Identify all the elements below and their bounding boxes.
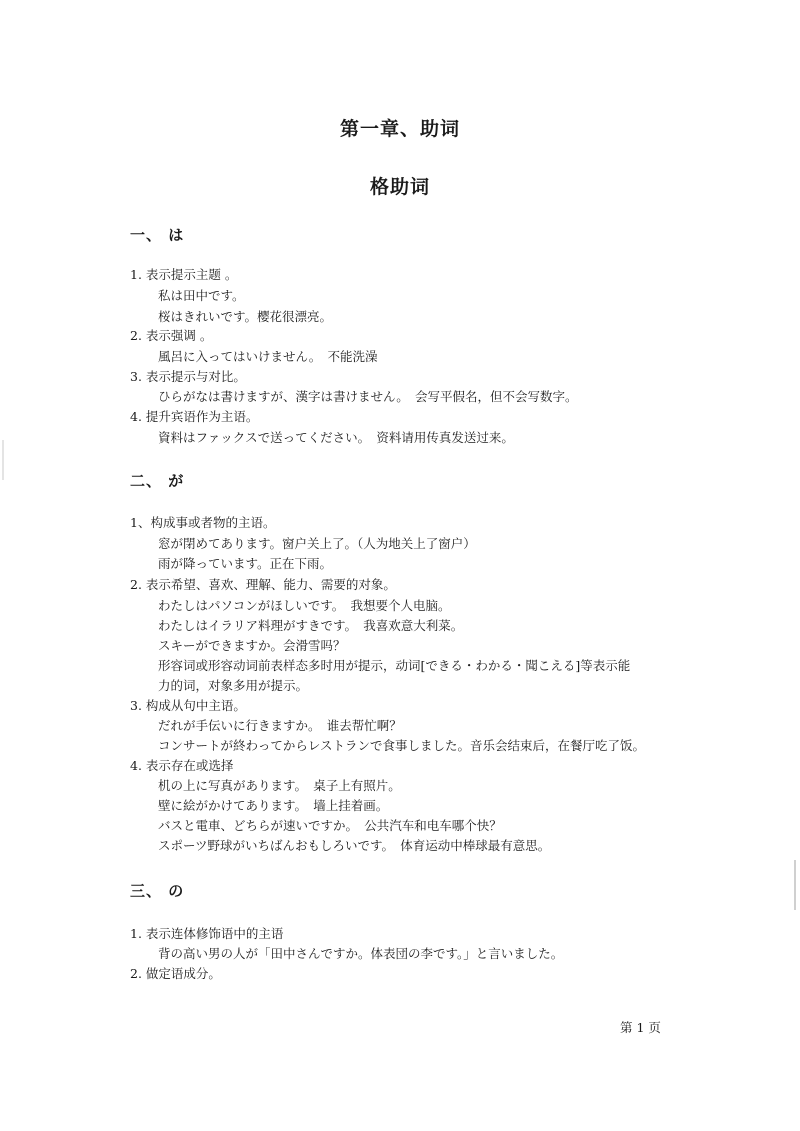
example-line: ひらがなは書けますが、漢字は書けません。 会写平假名，但不会写数字。 [158, 389, 578, 404]
example-line: わたしはパソコンがほしいです。 我想要个人电脑。 [158, 598, 451, 613]
example-line: 形容词或形容动词前表样态多时用が提示，动词[できる・わかる・聞こえる]等表示能 [158, 658, 631, 673]
example-line: 雨が降っています。正在下雨。 [158, 556, 333, 571]
scan-edge-mark [794, 860, 796, 910]
example-line: バスと電車、どちらが速いですか。 公共汽车和电车哪个快？ [158, 818, 502, 833]
section-title: 格助词 [369, 176, 430, 198]
list-item: 4. 提升宾语作为主语。 [130, 409, 259, 424]
example-line: スキーができますか。会滑雪吗？ [158, 638, 346, 653]
list-item: 2. 表示强调 。 [130, 328, 213, 343]
example-line: 窓が閉めてあります。窗户关上了。（人为地关上了窗户） [158, 536, 476, 551]
example-line: 力的词，对象多用が提示。 [158, 678, 309, 693]
section-heading-wa: 一、 は [130, 226, 185, 244]
list-item: 2. 做定语成分。 [130, 966, 221, 981]
example-line: 背の高い男の人が「田中さんですか。体表団の李です。」と言いました。 [158, 946, 564, 961]
example-line: 私は田中です。 [158, 288, 245, 303]
example-line: 壁に絵がかけてあります。 墙上挂着画。 [158, 798, 389, 813]
scan-edge-mark [2, 440, 4, 480]
list-item: 3. 表示提示与对比。 [130, 369, 246, 384]
list-item: 1、构成事或者物的主语。 [130, 515, 276, 530]
list-item: 4. 表示存在或选择 [130, 758, 234, 773]
chapter-title: 第一章、助词 [339, 118, 460, 140]
list-item: 1. 表示连体修饰语中的主语 [130, 926, 284, 941]
example-line: スポーツ野球がいちばんおもしろいです。 体育运动中棒球最有意思。 [158, 838, 551, 853]
list-item: 3. 构成从句中主语。 [130, 698, 246, 713]
example-line: 資料はファックスで送ってください。 资料请用传真发送过来。 [158, 430, 514, 445]
example-line: 風呂に入ってはいけません。 不能洗澡 [158, 349, 378, 364]
section-heading-no: 三、 の [130, 882, 185, 900]
example-line: コンサートが終わってからレストランで食事しました。音乐会结束后，在餐厅吃了饭。 [158, 738, 646, 753]
example-line: だれが手伝いに行きますか。 谁去帮忙啊？ [158, 718, 402, 733]
page-number: 第 1 页 [620, 1020, 661, 1035]
list-item: 1. 表示提示主题 。 [130, 267, 238, 282]
example-line: 桜はきれいです。樱花很漂亮。 [158, 309, 333, 324]
list-item: 2. 表示希望、喜欢、理解、能力、需要的对象。 [130, 577, 396, 592]
example-line: わたしはイラリア料理がすきです。 我喜欢意大利菜。 [158, 618, 464, 633]
section-heading-ga: 二、 が [130, 472, 185, 490]
example-line: 机の上に写真があります。 桌子上有照片。 [158, 778, 401, 793]
